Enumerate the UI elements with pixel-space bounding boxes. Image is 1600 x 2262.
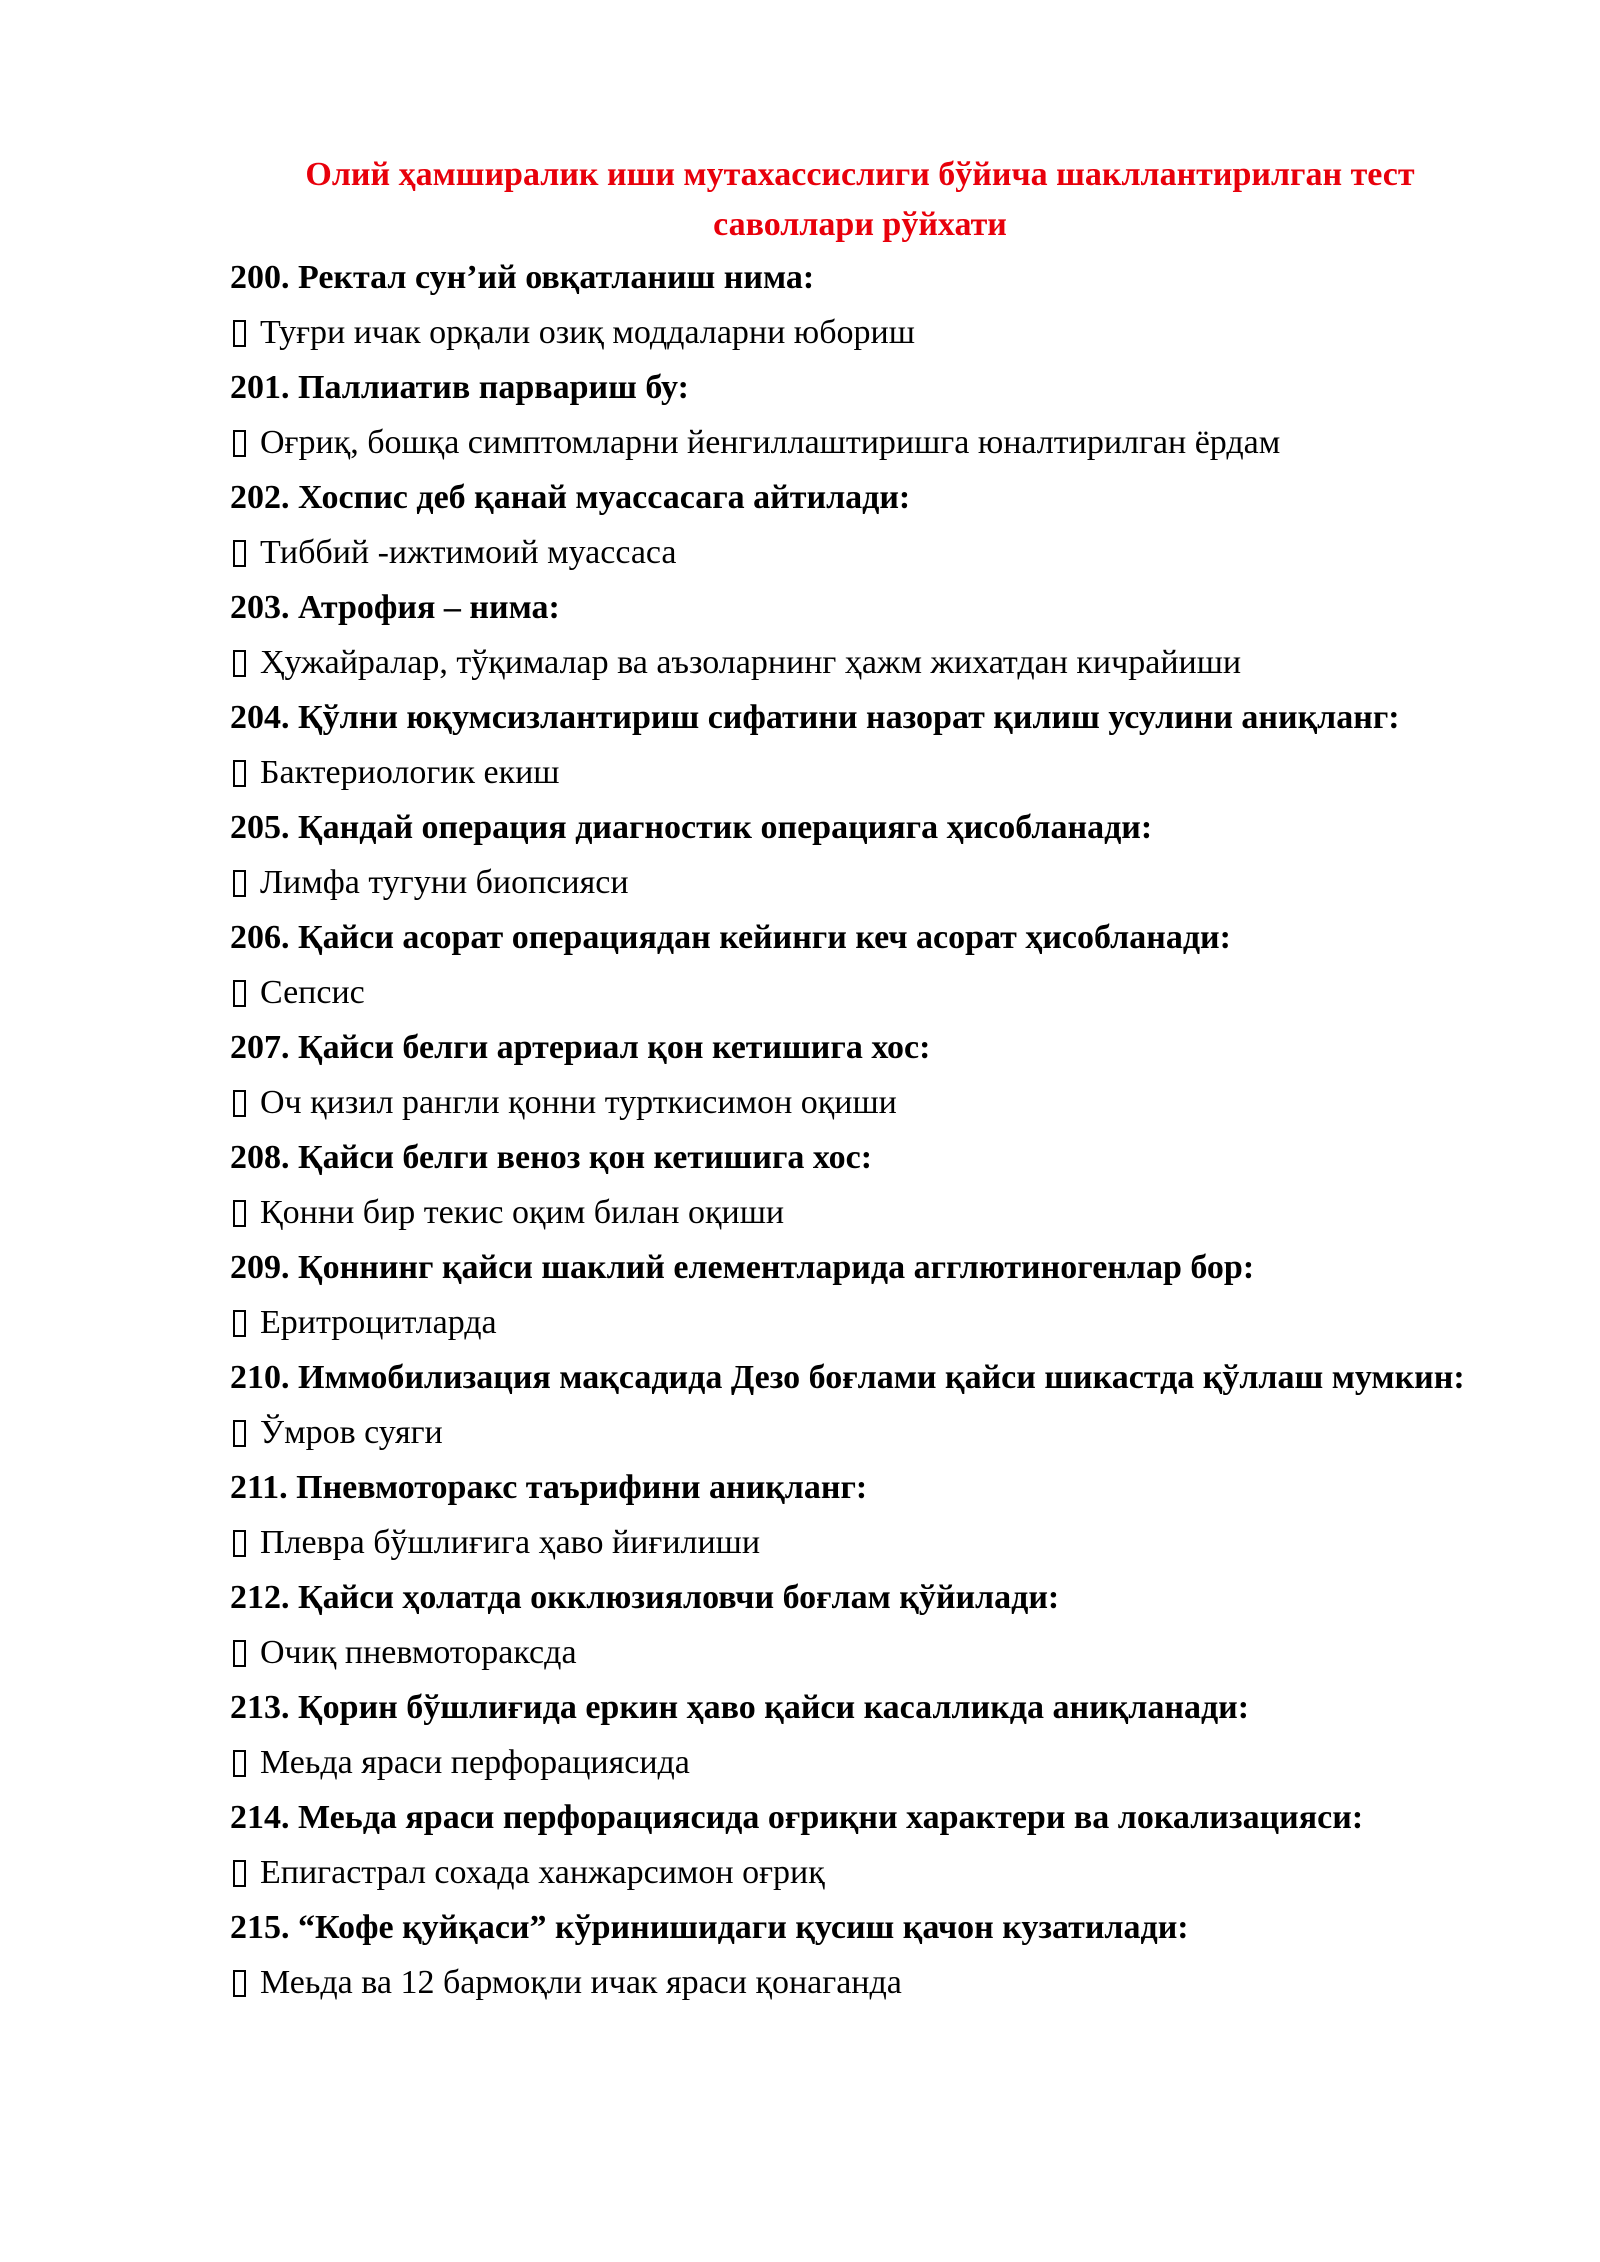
answer-row bbox=[230, 633, 1530, 690]
list-item bbox=[230, 1020, 1530, 1130]
answer-row bbox=[230, 523, 1530, 580]
answer-row bbox=[230, 413, 1530, 470]
answer-text: Ўмров суяги bbox=[260, 1414, 443, 1451]
question-list bbox=[230, 250, 1530, 2010]
list-item bbox=[230, 910, 1530, 1020]
checkbox-glyph-icon bbox=[233, 1750, 246, 1777]
answer-text: Еритроцитларда bbox=[260, 1304, 497, 1341]
answer-text: Очиқ пневмотораксда bbox=[260, 1634, 577, 1671]
checkbox-glyph-icon bbox=[233, 430, 246, 457]
answer-text: Лимфа тугуни биопсияси bbox=[260, 864, 629, 901]
answer-row bbox=[230, 1183, 1530, 1240]
answer-text: Туғри ичак орқали озиқ моддаларни юбориш bbox=[260, 314, 915, 351]
list-item bbox=[230, 1900, 1530, 2010]
question-text: 205. Қандай операция диагностик операцияга ҳисобланади: bbox=[230, 809, 1153, 846]
answer-text: Меьда яраси перфорациясида bbox=[260, 1744, 690, 1781]
list-item bbox=[230, 1790, 1530, 1900]
answer-text: Тиббий -ижтимоий муассаса bbox=[260, 534, 677, 571]
question-text: 210. Иммобилизация мақсадида Дезо боғлами қайси шикастда қўллаш мумкин: bbox=[230, 1359, 1465, 1396]
question-text: 213. Қорин бўшлиғида еркин ҳаво қайси касалликда аниқланади: bbox=[230, 1689, 1250, 1726]
checkbox-glyph-icon bbox=[233, 1970, 246, 1997]
answer-text: Қонни бир текис оқим билан оқиши bbox=[260, 1194, 785, 1231]
checkbox-glyph-icon bbox=[233, 1420, 246, 1447]
checkbox-glyph-icon bbox=[233, 760, 246, 787]
answer-row bbox=[230, 743, 1530, 800]
question-text: 208. Қайси белги веноз қон кетишига хос: bbox=[230, 1139, 873, 1176]
question-text: 214. Меьда яраси перфорациясида оғриқни характери ва локализацияси: bbox=[230, 1799, 1364, 1836]
answer-text: Оч қизил рангли қонни турткисимон оқиши bbox=[260, 1084, 897, 1121]
list-item bbox=[230, 800, 1530, 910]
list-item bbox=[230, 250, 1530, 360]
checkbox-glyph-icon bbox=[233, 1310, 246, 1337]
answer-row bbox=[230, 1733, 1530, 1790]
checkbox-glyph-icon bbox=[233, 980, 246, 1007]
question-text: 200. Ректал сун’ий овқатланиш нима: bbox=[230, 259, 815, 296]
question-text: 204. Қўлни юқумсизлантириш сифатини назорат қилиш усулини аниқланг: bbox=[230, 699, 1400, 736]
question-text: 207. Қайси белги артериал қон кетишига хос: bbox=[230, 1029, 931, 1066]
answer-text: Плевра бўшлиғига ҳаво йиғилиши bbox=[260, 1524, 761, 1561]
list-item bbox=[230, 1130, 1530, 1240]
list-item bbox=[230, 1460, 1530, 1570]
answer-text: Епигастрал сохада ханжарсимон оғриқ bbox=[260, 1854, 825, 1891]
question-text: 215. “Кофе қуйқаси” кўринишидаги қусиш қачон кузатилади: bbox=[230, 1909, 1189, 1946]
list-item bbox=[230, 1570, 1530, 1680]
answer-row bbox=[230, 963, 1530, 1020]
checkbox-glyph-icon bbox=[233, 1530, 246, 1557]
question-text: 211. Пневмоторакс таърифини аниқланг: bbox=[230, 1469, 868, 1506]
answer-row bbox=[230, 1403, 1530, 1460]
checkbox-glyph-icon bbox=[233, 540, 246, 567]
question-text: 202. Хоспис деб қанай муассасага айтилади: bbox=[230, 479, 911, 516]
list-item bbox=[230, 1350, 1530, 1460]
answer-row bbox=[230, 1843, 1530, 1900]
checkbox-glyph-icon bbox=[233, 1860, 246, 1887]
checkbox-glyph-icon bbox=[233, 1640, 246, 1667]
answer-row bbox=[230, 1073, 1530, 1130]
question-text: 203. Атрофия – нима: bbox=[230, 589, 560, 626]
answer-text: Меьда ва 12 бармоқли ичак яраси қонаганда bbox=[260, 1964, 902, 2001]
answer-row bbox=[230, 303, 1530, 360]
list-item bbox=[230, 1240, 1530, 1350]
list-item bbox=[230, 1680, 1530, 1790]
checkbox-glyph-icon bbox=[233, 320, 246, 347]
checkbox-glyph-icon bbox=[233, 1090, 246, 1117]
answer-text: Ҳужайралар, тўқималар ва аъзоларнинг ҳажм жихатдан кичрайиши bbox=[260, 644, 1242, 681]
checkbox-glyph-icon bbox=[233, 870, 246, 897]
checkbox-glyph-icon bbox=[233, 1200, 246, 1227]
question-text: 209. Қоннинг қайси шаклий елементларида агглютиногенлар бор: bbox=[230, 1249, 1255, 1286]
answer-text: Оғриқ, бошқа симптомларни йенгиллаштиришга юналтирилган ёрдам bbox=[260, 424, 1281, 461]
answer-row bbox=[230, 1953, 1530, 2010]
document-title: Олий ҳамширалик иши мутахассислиги бўйича шакллантирилган тест саволлари рўйхати bbox=[305, 156, 1415, 243]
list-item bbox=[230, 470, 1530, 580]
answer-text: Сепсис bbox=[260, 974, 365, 1011]
answer-row bbox=[230, 853, 1530, 910]
answer-text: Бактериологик екиш bbox=[260, 754, 560, 791]
checkbox-glyph-icon bbox=[233, 650, 246, 677]
answer-row bbox=[230, 1513, 1530, 1570]
answer-row bbox=[230, 1293, 1530, 1350]
question-text: 206. Қайси асорат операциядан кейинги кеч асорат ҳисобланади: bbox=[230, 919, 1231, 956]
list-item bbox=[230, 360, 1530, 470]
list-item bbox=[230, 690, 1530, 800]
question-text: 212. Қайси ҳолатда окклюзияловчи боғлам қўйилади: bbox=[230, 1579, 1060, 1616]
list-item bbox=[230, 580, 1530, 690]
question-text: 201. Паллиатив парвариш бу: bbox=[230, 369, 689, 406]
answer-row bbox=[230, 1623, 1530, 1680]
